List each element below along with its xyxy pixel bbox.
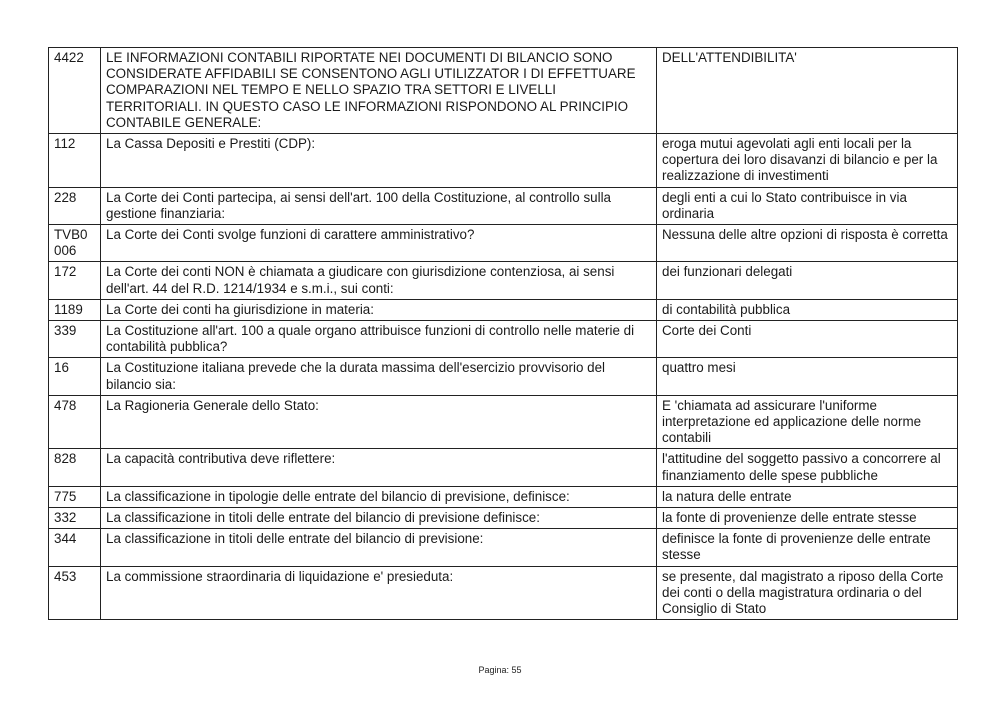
table-row [49,358,958,395]
row-question: La classificazione in titoli delle entrate del bilancio di previsione: [101,529,657,566]
row-answer: Nessuna delle altre opzioni di risposta è corretta [657,225,958,262]
row-answer: di contabilità pubblica [657,299,958,320]
table-row [49,48,958,134]
row-id: 332 [49,508,101,529]
row-id: 172 [49,262,101,299]
row-id: 453 [49,566,101,620]
row-answer: l'attitudine del soggetto passivo a concorrere al finanziamento delle spese pubbliche [657,449,958,486]
row-id: 112 [49,134,101,188]
row-id: 16 [49,358,101,395]
row-question: La capacità contributiva deve riflettere: [101,449,657,486]
table-row [49,395,958,449]
table-row [49,449,958,486]
row-id: 478 [49,395,101,449]
row-question: La commissione straordinaria di liquidazione e' presieduta: [101,566,657,620]
row-question: La Cassa Depositi e Prestiti (CDP): [101,134,657,188]
row-id: 1189 [49,299,101,320]
row-question: La classificazione in tipologie delle entrate del bilancio di previsione, definisce: [101,486,657,507]
table-row [49,321,958,358]
row-answer: dei funzionari delegati [657,262,958,299]
table-row [49,225,958,262]
row-id: 228 [49,187,101,224]
table-row [49,134,958,188]
row-answer: la natura delle entrate [657,486,958,507]
row-question: La Ragioneria Generale dello Stato: [101,395,657,449]
row-question: La Corte dei conti NON è chiamata a giudicare con giurisdizione contenziosa, ai sensi dell'art. 44 del R.D. 1214/1934 e s.m.i., sui conti: [101,262,657,299]
row-answer: la fonte di provenienze delle entrate stesse [657,508,958,529]
table-row [49,262,958,299]
page-number: Pagina: 55 [478,665,522,675]
row-id: 4422 [49,48,101,134]
row-question: La Corte dei conti ha giurisdizione in materia: [101,299,657,320]
row-answer: definisce la fonte di provenienze delle entrate stesse [657,529,958,566]
row-id: 828 [49,449,101,486]
row-question: La Costituzione all'art. 100 a quale organo attribuisce funzioni di controllo nelle materie di contabilità pubblica? [101,321,657,358]
row-question: La Corte dei Conti svolge funzioni di carattere amministrativo? [101,225,657,262]
row-answer: eroga mutui agevolati agli enti locali per la copertura dei loro disavanzi di bilancio e per la realizzazione di investimenti [657,134,958,188]
row-answer: se presente, dal magistrato a riposo della Corte dei conti o della magistratura ordinaria o del Consiglio di Stato [657,566,958,620]
questions-table [48,47,958,620]
row-question: LE INFORMAZIONI CONTABILI RIPORTATE NEI DOCUMENTI DI BILANCIO SONO CONSIDERATE AFFIDABILI SE CONSENTONO AGLI UTILIZZATOR I DI EFFETTUARE COMPARAZIONI NEL TEMPO E NELLO SPAZIO TRA SETTORI E LIVELLI TERRITORIALI. IN QUESTO CASO LE INFORMAZIONI RISPONDONO AL PRINCIPIO CONTABILE GENERALE: [101,48,657,134]
table-row [49,529,958,566]
row-answer: Corte dei Conti [657,321,958,358]
table-row [49,486,958,507]
row-id: 339 [49,321,101,358]
row-answer: degli enti a cui lo Stato contribuisce in via ordinaria [657,187,958,224]
table-row [49,508,958,529]
row-question: La Costituzione italiana prevede che la durata massima dell'esercizio provvisorio del bilancio sia: [101,358,657,395]
table-row [49,566,958,620]
table-row [49,187,958,224]
table-row [49,299,958,320]
row-answer: quattro mesi [657,358,958,395]
row-id: 775 [49,486,101,507]
row-id: TVB0 006 [49,225,101,262]
row-answer: DELL'ATTENDIBILITA' [657,48,958,134]
row-id: 344 [49,529,101,566]
row-question: La classificazione in titoli delle entrate del bilancio di previsione definisce: [101,508,657,529]
row-answer: E 'chiamata ad assicurare l'uniforme interpretazione ed applicazione delle norme contabili [657,395,958,449]
row-question: La Corte dei Conti partecipa, ai sensi dell'art. 100 della Costituzione, al controllo sulla gestione finanziaria: [101,187,657,224]
